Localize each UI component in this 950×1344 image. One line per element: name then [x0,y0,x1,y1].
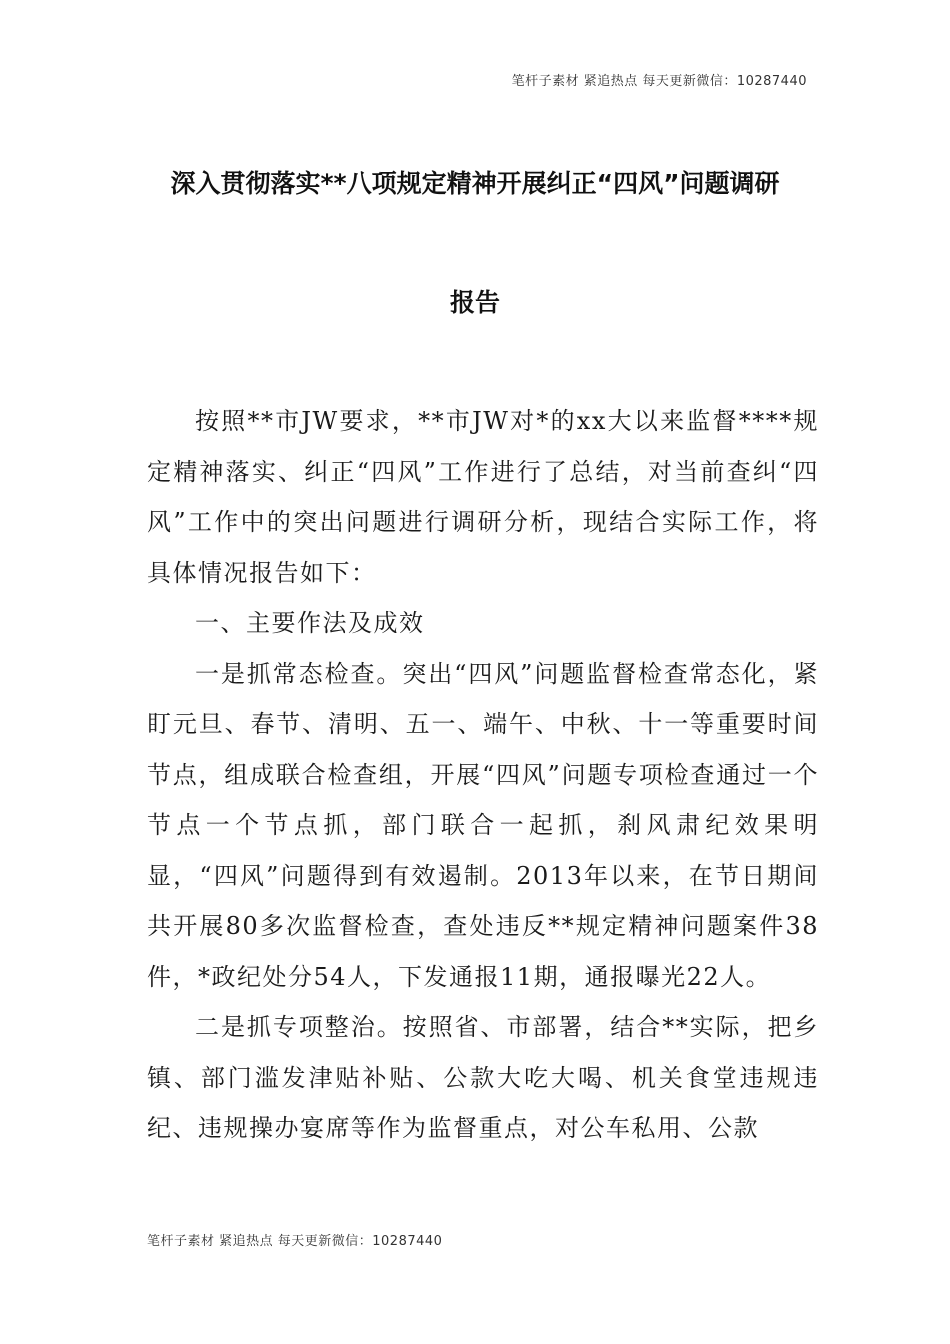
document-title-line-1: 深入贯彻落实**八项规定精神开展纠正“四风”问题调研 [170,169,780,198]
page-footer-note: 笔杆子素材 紧追热点 每天更新微信：10287440 [147,1234,443,1249]
document-body [147,396,819,1154]
paragraph-regular-inspection: 一是抓常态检查。突出“四风”问题监督检查常态化，紧盯元旦、春节、清明、五一、端午、中秋、十一等重要时间节点，组成联合检查组，开展“四风”问题专项检查通过一个节点一个节点抓，部门联合一起抓，刹风肃纪效果明显，“四风”问题得到有效遏制。2013年以来，在节日期间共开展80多次监督检查，查处违反**规定精神问题案件38件，*政纪处分54人，下发通报11期，通报曝光22人。 [147,659,819,991]
page-header-note: 笔杆子素材 紧追热点 每天更新微信：10287440 [511,74,807,89]
section-heading-main-practices: 一、主要作法及成效 [195,609,425,637]
document-title-line-2: 报告 [449,288,500,317]
intro-paragraph: 按照**市JW要求，**市JW对*的xx大以来监督****规定精神落实、纠正“四风”工作进行了总结，对当前查纠“四风”工作中的突出问题进行调研分析，现结合实际工作，将具体情况报告如下： [147,407,819,587]
paragraph-special-rectification: 二是抓专项整治。按照省、市部署，结合**实际，把乡镇、部门滥发津贴补贴、公款大吃大喝、机关食堂违规违纪、违规操办宴席等作为监督重点，对公车私用、公款 [147,1013,819,1142]
